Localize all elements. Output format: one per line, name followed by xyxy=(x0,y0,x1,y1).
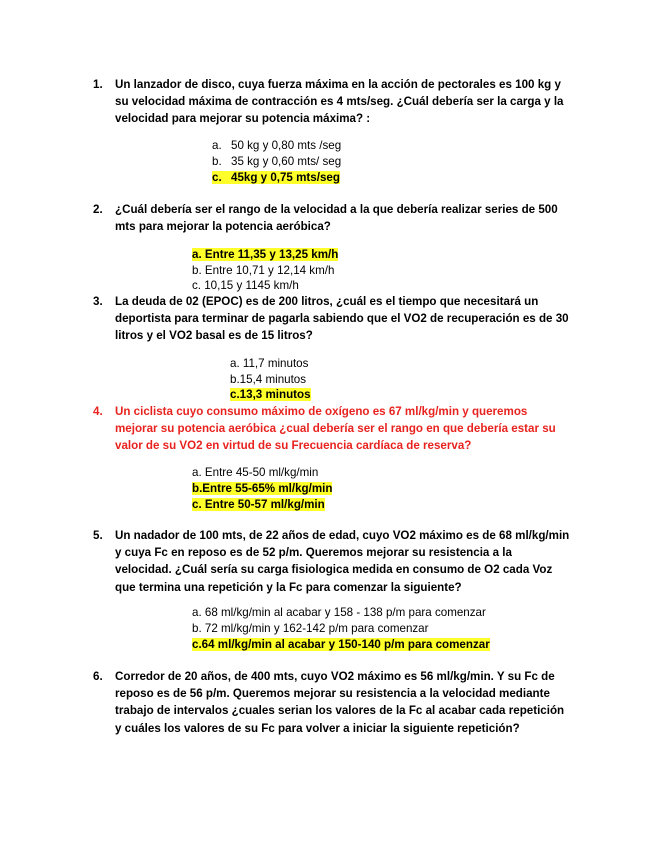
question-text-line: trabajo de intervalos ¿cuales serian los valores de la Fc al acabar cada repetición xyxy=(115,704,565,718)
option-text: c. Entre 50-57 ml/kg/min xyxy=(192,498,325,511)
question-text-line: mts para mejorar la potencia aeróbica? xyxy=(115,220,331,234)
option-b xyxy=(212,154,341,170)
option-text: b. 72 ml/kg/min y 162-142 p/m para comenzar xyxy=(192,622,429,635)
option-c-correct xyxy=(230,387,311,403)
question-text-line: velocidad para mejorar su potencia máxima? : xyxy=(115,112,371,126)
question-text-line: ¿Cuál debería ser el rango de la velocidad a la que debería realizar series de 500 xyxy=(115,203,558,216)
option-b xyxy=(192,621,429,637)
question-text-line: velocidad. ¿Cuál sería su carga fisiologica medida en consumo de O2 cada Voz xyxy=(115,563,553,577)
question-text-line: valor de su VO2 en virtud de su Frecuencia cardíaca de reserva? xyxy=(115,439,472,453)
question-text-line: su velocidad máxima de contracción es 4 mts/seg. ¿Cuál debería ser la carga y la xyxy=(115,95,564,109)
question-2 xyxy=(93,201,585,235)
option-text: a. Entre 11,35 y 13,25 km/h xyxy=(192,248,339,261)
question-5 xyxy=(93,527,585,596)
option-b xyxy=(230,372,306,388)
question-1 xyxy=(93,76,585,128)
option-letter: b. xyxy=(212,155,222,168)
option-text: a. 11,7 minutos xyxy=(230,357,309,370)
option-letter: c. xyxy=(212,171,222,184)
question-text-line: litros y el VO2 basal es de 15 litros? xyxy=(115,329,313,343)
option-text: 45kg y 0,75 mts/seg xyxy=(231,171,340,184)
question-text-line: y cuáles los valores de su Fc para volver a iniciar la siguiente repetición? xyxy=(115,721,520,735)
option-letter: a. xyxy=(212,139,222,152)
option-b xyxy=(192,263,334,279)
option-text: b.15,4 minutos xyxy=(230,373,307,386)
option-text: a. 68 ml/kg/min al acabar y 158 - 138 p/m para comenzar xyxy=(192,606,486,619)
option-a xyxy=(230,356,308,372)
question-text-line: y cuya Fc en reposo es de 52 p/m. Queremos mejorar su resistencia a la xyxy=(115,546,512,560)
question-number: 6. xyxy=(93,670,103,683)
question-6 xyxy=(93,668,585,737)
question-text-line: Corredor de 20 años, de 400 mts, cuyo VO2 máximo es 56 ml/kg/min. Y su Fc de xyxy=(115,670,555,683)
option-text: c.64 ml/kg/min al acabar y 150-140 p/m para comenzar xyxy=(192,638,490,651)
option-c-correct xyxy=(192,637,490,653)
question-text-line: Un lanzador de disco, cuya fuerza máxima en la acción de pectorales es 100 kg y xyxy=(115,78,561,91)
question-3 xyxy=(93,293,585,345)
option-a xyxy=(192,465,318,481)
question-number: 2. xyxy=(93,203,103,216)
option-c-highlighted xyxy=(192,497,325,513)
option-text: c. 10,15 y 1145 km/h xyxy=(192,279,299,292)
question-text-line: Un ciclista cuyo consumo máximo de oxígeno es 67 ml/kg/min y queremos xyxy=(115,405,528,418)
question-text-line: que termina una repetición y la Fc para comenzar la siguiente? xyxy=(115,580,462,594)
question-text-line: deportista para terminar de pagarla sabiendo que el VO2 de recuperación es de 30 xyxy=(115,312,569,326)
question-text-line: reposo es de 56 p/m. Queremos mejorar su resistencia a la velocidad mediante xyxy=(115,687,550,701)
question-number: 4. xyxy=(93,405,103,418)
question-text-line: Un nadador de 100 mts, de 22 años de edad, cuyo VO2 máximo es de 68 ml/kg/min xyxy=(115,529,570,542)
question-4 xyxy=(93,403,585,455)
option-text: 50 kg y 0,80 mts /seg xyxy=(231,139,342,152)
option-a xyxy=(192,605,486,621)
option-text: 35 kg y 0,60 mts/ seg xyxy=(231,155,342,168)
question-text-line: mejorar su potencia aeróbica ¿cual debería ser el rango en que debería estar su xyxy=(115,422,556,436)
option-a-correct xyxy=(192,247,338,263)
question-text-line: La deuda de 02 (EPOC) es de 200 litros, ¿cuál es el tiempo que necesitará un xyxy=(115,295,539,308)
option-b-highlighted xyxy=(192,481,332,497)
option-text: b.Entre 55-65% ml/kg/min xyxy=(192,482,333,495)
option-text: b. Entre 10,71 y 12,14 km/h xyxy=(192,264,335,277)
option-c xyxy=(192,278,299,294)
question-number: 3. xyxy=(93,295,103,308)
option-text: a. Entre 45-50 ml/kg/min xyxy=(192,466,319,479)
question-number: 5. xyxy=(93,529,103,542)
option-c-correct xyxy=(212,170,340,186)
question-number: 1. xyxy=(93,78,103,91)
option-text: c.13,3 minutos xyxy=(230,388,311,401)
option-a xyxy=(212,138,341,154)
